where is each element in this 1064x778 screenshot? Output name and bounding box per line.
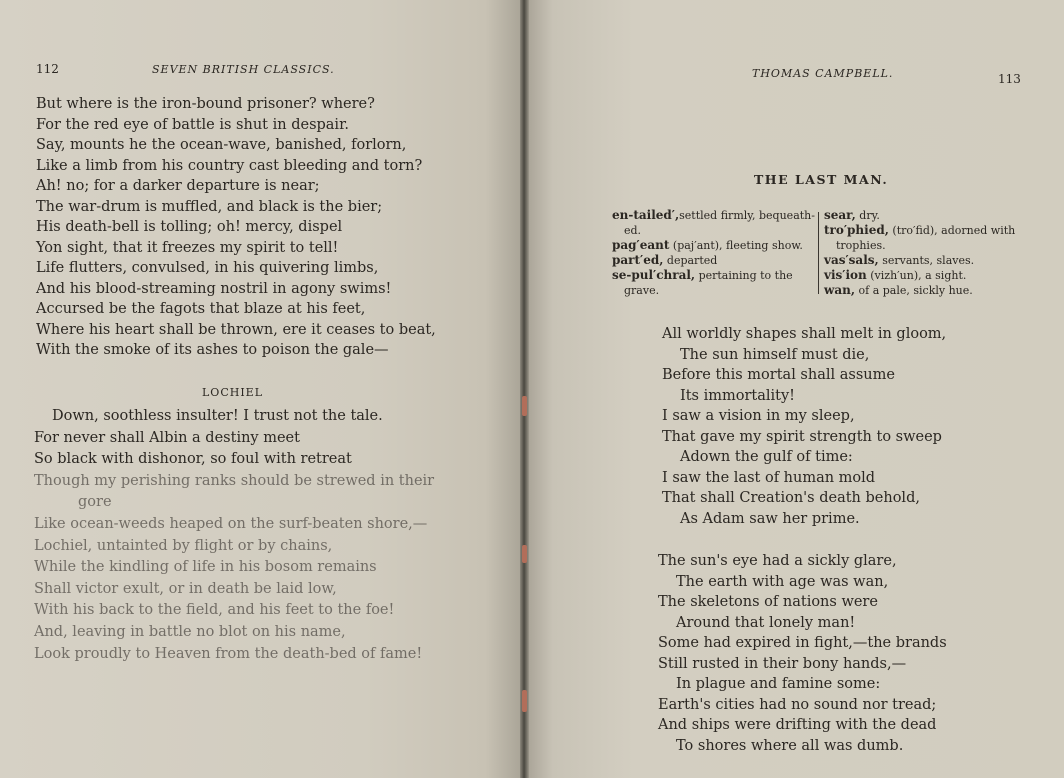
verse-line: Look proudly to Heaven from the death-bed of fame! bbox=[34, 645, 423, 662]
verse-line: That shall Creation's death behold, bbox=[662, 490, 920, 506]
glossary-definition: (tro′fid), adorned with bbox=[892, 224, 1016, 237]
glossary-term: sear, bbox=[824, 208, 856, 222]
left-page bbox=[0, 0, 522, 778]
verse-line: The sun's eye had a sickly glare, bbox=[658, 553, 897, 569]
glossary-definition: pertaining to the bbox=[698, 269, 793, 282]
speaker-heading: LOCHIEL bbox=[202, 386, 264, 399]
glossary-definition: settled firmly, bequeath- bbox=[679, 209, 815, 222]
binding-thread bbox=[522, 690, 527, 712]
glossary-definition: trophies. bbox=[836, 239, 886, 252]
glossary-term: vis′ion bbox=[824, 268, 867, 282]
glossary-entry bbox=[612, 223, 812, 238]
glossary-definition: dry. bbox=[859, 209, 880, 222]
verse-line: With his back to the field, and his feet to the foe! bbox=[34, 602, 395, 619]
verse-line: Lochiel, untainted by flight or by chains, bbox=[34, 537, 333, 554]
verse-line: The earth with age was wan, bbox=[676, 573, 889, 590]
verse-line: The war-drum is muffled, and black is the bier; bbox=[36, 198, 383, 215]
verse-line: That gave my spirit strength to sweep bbox=[662, 428, 942, 445]
glossary-term: pag′eant bbox=[612, 238, 670, 252]
glossary-entry bbox=[824, 253, 1024, 268]
verse-line: gore bbox=[78, 494, 112, 511]
glossary-term: tro′phied, bbox=[824, 223, 889, 237]
glossary-term: part′ed, bbox=[612, 253, 664, 267]
verse-line: Before this mortal shall assume bbox=[662, 367, 895, 383]
verse-line: For never shall Albin a destiny meet bbox=[34, 429, 300, 446]
verse-line: So black with dishonor, so foul with retreat bbox=[34, 451, 352, 468]
verse-line: All worldly shapes shall melt in gloom, bbox=[662, 326, 947, 342]
glossary-entry bbox=[612, 208, 815, 223]
verse-line: For the red eye of battle is shut in despair. bbox=[36, 116, 350, 133]
page-number: 113 bbox=[998, 72, 1021, 86]
verse-line: And his blood-streaming nostril in agony swims! bbox=[36, 280, 392, 297]
verse-line: Around that lonely man! bbox=[676, 614, 856, 631]
glossary-entry bbox=[612, 283, 812, 298]
glossary-term: se-pul′chral, bbox=[612, 268, 696, 282]
glossary-entry bbox=[824, 283, 1024, 298]
verse-line: The skeletons of nations were bbox=[658, 594, 878, 610]
glossary-term: vas′sals, bbox=[824, 253, 879, 267]
poem-title: THE LAST MAN. bbox=[754, 172, 889, 187]
verse-line: Adown the gulf of time: bbox=[680, 449, 853, 465]
verse-line: To shores where all was dumb. bbox=[676, 737, 904, 754]
glossary-entry bbox=[612, 253, 812, 268]
glossary-definition: of a pale, sickly hue. bbox=[858, 284, 973, 297]
running-head: SEVEN BRITISH CLASSICS. bbox=[152, 63, 335, 76]
verse-line: Accursed be the fagots that blaze at his feet, bbox=[36, 301, 366, 317]
glossary-entry bbox=[824, 208, 1024, 223]
verse-line: And ships were drifting with the dead bbox=[658, 717, 937, 733]
verse-line: Yon sight, that it freezes my spirit to tell! bbox=[36, 239, 339, 256]
verse-line: While the kindling of life in his bosom remains bbox=[34, 559, 377, 576]
verse-line: With the smoke of its ashes to poison the gale— bbox=[36, 342, 389, 358]
right-page bbox=[526, 0, 1064, 778]
verse-block bbox=[36, 94, 436, 361]
glossary-divider bbox=[818, 212, 819, 294]
glossary-definition: departed bbox=[666, 254, 718, 267]
glossary-definition: servants, slaves. bbox=[882, 254, 975, 267]
verse-line: But where is the iron-bound prisoner? where? bbox=[36, 96, 375, 112]
verse-line: Its immortality! bbox=[680, 387, 795, 404]
verse-line: Still rusted in their bony hands,— bbox=[658, 655, 907, 672]
glossary-definition: ed. bbox=[624, 224, 642, 237]
binding-thread bbox=[522, 396, 527, 416]
verse-line: I saw a vision in my sleep, bbox=[662, 408, 855, 424]
verse-line: Earth's cities had no sound nor tread; bbox=[658, 696, 937, 713]
verse-line: Though my perishing ranks should be strewed in their bbox=[34, 472, 435, 489]
binding-thread bbox=[522, 545, 527, 563]
verse-line: I saw the last of human mold bbox=[662, 469, 876, 486]
glossary-entry bbox=[612, 268, 812, 283]
glossary-term: wan, bbox=[824, 283, 856, 297]
book-gutter bbox=[520, 0, 529, 778]
glossary-definition: (paj′ant), fleeting show. bbox=[672, 239, 803, 252]
glossary-definition: (vizh′un), a sight. bbox=[870, 269, 967, 282]
glossary-term: en-tailed′, bbox=[612, 208, 680, 222]
verse-line: His death-bell is tolling; oh! mercy, dispel bbox=[36, 219, 343, 235]
verse-line: Ah! no; for a darker departure is near; bbox=[36, 178, 320, 194]
glossary-definition: grave. bbox=[624, 284, 660, 297]
glossary-entry bbox=[612, 238, 812, 253]
verse-line: Like a limb from his country cast bleeding and torn? bbox=[36, 157, 423, 174]
verse-line: The sun himself must die, bbox=[680, 346, 870, 363]
verse-line: Down, soothless insulter! I trust not the tale. bbox=[52, 408, 383, 424]
verse-block bbox=[34, 406, 434, 665]
glossary-column-left bbox=[612, 208, 815, 298]
verse-line: Say, mounts he the ocean-wave, banished, forlorn, bbox=[36, 137, 407, 153]
verse-line: In plague and famine some: bbox=[676, 676, 881, 692]
glossary-entry bbox=[824, 223, 1024, 238]
glossary-column-right bbox=[824, 208, 1024, 298]
page-number: 112 bbox=[36, 62, 59, 76]
verse-line: Like ocean-weeds heaped on the surf-beaten shore,— bbox=[34, 515, 428, 532]
glossary-entry bbox=[824, 268, 1024, 283]
verse-line: Shall victor exult, or in death be laid low, bbox=[34, 580, 337, 597]
verse-line: And, leaving in battle no blot on his name, bbox=[34, 623, 346, 640]
running-head: THOMAS CAMPBELL. bbox=[752, 67, 894, 80]
verse-line: As Adam saw her prime. bbox=[680, 510, 860, 527]
verse-line: Some had expired in fight,—the brands bbox=[658, 635, 947, 651]
stanza bbox=[658, 551, 947, 756]
verse-line: Where his heart shall be thrown, ere it ceases to beat, bbox=[36, 321, 436, 338]
verse-line: Life flutters, convulsed, in his quivering limbs, bbox=[36, 260, 379, 276]
stanza bbox=[662, 324, 946, 529]
glossary-entry bbox=[824, 238, 1024, 253]
